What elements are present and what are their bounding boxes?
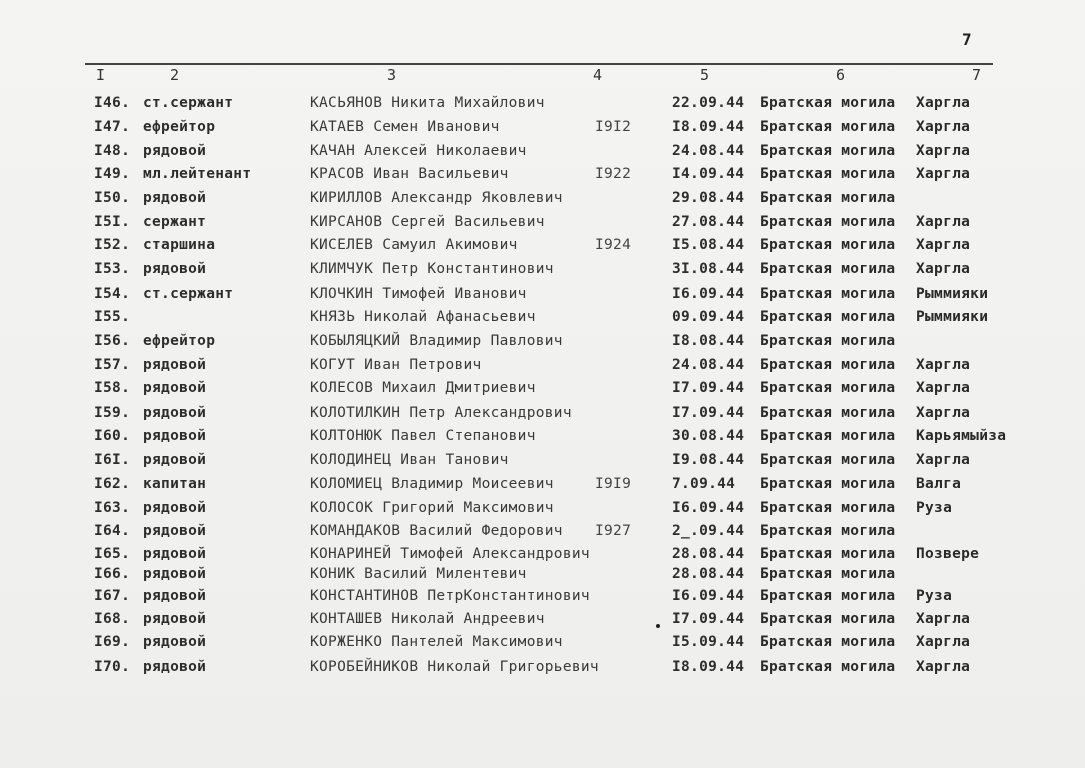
row-burial: Братская могила (760, 119, 896, 135)
row-number: I52. (94, 237, 131, 253)
column-header-6: 6 (836, 66, 846, 84)
row-burial: Братская могила (760, 523, 896, 539)
row-birth-year: I922 (595, 166, 632, 182)
table-row (0, 546, 1085, 568)
row-number: I49. (94, 166, 131, 182)
row-date: I6.09.44 (672, 286, 745, 302)
row-rank: старшина (143, 237, 216, 253)
row-date: I9.08.44 (672, 452, 745, 468)
table-row (0, 214, 1085, 236)
table-row (0, 588, 1085, 610)
row-number: I60. (94, 428, 131, 444)
row-date: I6.09.44 (672, 588, 745, 604)
row-burial: Братская могила (760, 166, 896, 182)
row-rank: рядовой (143, 611, 207, 627)
row-burial: Братская могила (760, 214, 896, 230)
row-burial: Братская могила (760, 261, 896, 277)
row-number: I46. (94, 95, 131, 111)
row-number: I5I. (94, 214, 131, 230)
row-rank: рядовой (143, 452, 207, 468)
row-birth-year: I927 (595, 523, 632, 539)
header-rule (85, 63, 993, 65)
row-burial: Братская могила (760, 500, 896, 516)
row-rank: сержант (143, 214, 207, 230)
row-date: I6.09.44 (672, 500, 745, 516)
row-rank: рядовой (143, 380, 207, 396)
table-row (0, 143, 1085, 165)
row-number: I67. (94, 588, 131, 604)
column-header-3: 3 (387, 66, 397, 84)
table-row (0, 634, 1085, 656)
row-name: КОНИК Василий Милентевич (310, 566, 527, 582)
row-birth-year: I9I9 (595, 476, 632, 492)
row-date: 7.09.44 (672, 476, 736, 492)
row-date: I7.09.44 (672, 380, 745, 396)
column-header-4: 4 (593, 66, 603, 84)
table-row (0, 261, 1085, 283)
row-burial: Братская могила (760, 237, 896, 253)
row-name: КОНАРИНЕЙ Тимофей Александрович (310, 546, 590, 562)
row-name: КРАСОВ Иван Васильевич (310, 166, 509, 182)
row-burial: Братская могила (760, 143, 896, 159)
row-rank: рядовой (143, 500, 207, 516)
row-date: I8.08.44 (672, 333, 745, 349)
row-rank: рядовой (143, 190, 207, 206)
row-name: КОЛТОНЮК Павел Степанович (310, 428, 536, 444)
row-place: Рузa (916, 500, 953, 516)
row-number: I6I. (94, 452, 131, 468)
row-number: I48. (94, 143, 131, 159)
row-date: I5.09.44 (672, 634, 745, 650)
row-date: 24.08.44 (672, 357, 745, 373)
row-date: 27.08.44 (672, 214, 745, 230)
row-rank: рядовой (143, 659, 207, 675)
row-rank: рядовой (143, 143, 207, 159)
row-name: КИРСАНОВ Сергей Васильевич (310, 214, 545, 230)
page-number: 7 (962, 30, 972, 49)
column-header-7: 7 (972, 66, 982, 84)
row-rank: рядовой (143, 428, 207, 444)
table-row (0, 357, 1085, 379)
row-date: 28.08.44 (672, 566, 745, 582)
table-row (0, 286, 1085, 308)
row-number: I56. (94, 333, 131, 349)
row-rank: ефрейтор (143, 333, 216, 349)
row-rank: рядовой (143, 566, 207, 582)
row-rank: рядовой (143, 523, 207, 539)
row-place: Харгла (916, 611, 971, 627)
table-row (0, 659, 1085, 681)
table-row (0, 476, 1085, 498)
row-number: I68. (94, 611, 131, 627)
row-burial: Братская могила (760, 95, 896, 111)
row-burial: Братская могила (760, 476, 896, 492)
row-date: I5.08.44 (672, 237, 745, 253)
table-row (0, 119, 1085, 141)
row-burial: Братская могила (760, 611, 896, 627)
row-rank: рядовой (143, 405, 207, 421)
row-burial: Братская могила (760, 190, 896, 206)
row-number: I70. (94, 659, 131, 675)
row-place: Харгла (916, 405, 971, 421)
row-rank: ефрейтор (143, 119, 216, 135)
row-date: 30.08.44 (672, 428, 745, 444)
row-burial: Братская могила (760, 546, 896, 562)
row-date: 24.08.44 (672, 143, 745, 159)
ink-speck (656, 624, 660, 628)
row-burial: Братская могила (760, 452, 896, 468)
row-burial: Братская могила (760, 357, 896, 373)
row-burial: Братская могила (760, 634, 896, 650)
column-header-1: I (96, 66, 106, 84)
row-name: КОРОБЕЙНИКОВ Николай Григорьевич (310, 659, 599, 675)
table-row (0, 166, 1085, 188)
table-row (0, 500, 1085, 522)
row-number: I62. (94, 476, 131, 492)
row-name: КОНСТАНТИНОВ ПетрКонстантинович (310, 588, 590, 604)
row-number: I65. (94, 546, 131, 562)
row-name: КИРИЛЛОВ Александр Яковлевич (310, 190, 563, 206)
row-name: КОЛОСОК Григорий Максимович (310, 500, 554, 516)
row-name: КОНТАШЕВ Николай Андреевич (310, 611, 545, 627)
row-place: Харгла (916, 634, 971, 650)
row-name: КНЯЗЬ Николай Афанасьевич (310, 309, 536, 325)
row-birth-year: I9I2 (595, 119, 632, 135)
column-header-5: 5 (700, 66, 710, 84)
table-row (0, 566, 1085, 588)
row-burial: Братская могила (760, 380, 896, 396)
row-rank: мл.лейтенант (143, 166, 252, 182)
row-place: Карьямыйза (916, 428, 1007, 444)
row-number: I53. (94, 261, 131, 277)
row-number: I63. (94, 500, 131, 516)
row-date: 09.09.44 (672, 309, 745, 325)
table-row (0, 523, 1085, 545)
row-place: Рузa (916, 588, 953, 604)
row-rank: ст.сержант (143, 286, 234, 302)
row-burial: Братская могила (760, 405, 896, 421)
row-name: КАСЬЯНОВ Никита Михайлович (310, 95, 545, 111)
table-row (0, 237, 1085, 259)
row-place: Харгла (916, 119, 971, 135)
row-place: Харгла (916, 214, 971, 230)
row-burial: Братская могила (760, 333, 896, 349)
row-number: I58. (94, 380, 131, 396)
row-number: I66. (94, 566, 131, 582)
row-place: Харгла (916, 166, 971, 182)
row-number: I57. (94, 357, 131, 373)
row-burial: Братская могила (760, 588, 896, 604)
row-name: КОЛОМИЕЦ Владимир Моисеевич (310, 476, 554, 492)
row-name: КЛОЧКИН Тимофей Иванович (310, 286, 527, 302)
row-name: КОГУТ Иван Петрович (310, 357, 482, 373)
row-place: Харгла (916, 237, 971, 253)
table-row (0, 333, 1085, 355)
row-rank: рядовой (143, 546, 207, 562)
row-number: I69. (94, 634, 131, 650)
row-date: 2_.09.44 (672, 523, 745, 539)
row-place: Харгла (916, 143, 971, 159)
row-name: КЛИМЧУК Петр Константинович (310, 261, 554, 277)
row-name: КОМАНДАКОВ Василий Федорович (310, 523, 563, 539)
row-number: I47. (94, 119, 131, 135)
row-place: Харгла (916, 261, 971, 277)
table-row (0, 452, 1085, 474)
table-row (0, 190, 1085, 212)
row-date: 28.08.44 (672, 546, 745, 562)
row-burial: Братская могила (760, 286, 896, 302)
row-burial: Братская могила (760, 428, 896, 444)
row-place: Харгла (916, 380, 971, 396)
row-name: КИСЕЛЕВ Самуил Акимович (310, 237, 518, 253)
row-rank: рядовой (143, 588, 207, 604)
row-name: КОЛОДИНЕЦ Иван Танович (310, 452, 509, 468)
row-number: I64. (94, 523, 131, 539)
row-name: КОЛОТИЛКИН Петр Александрович (310, 405, 572, 421)
row-date: I8.09.44 (672, 119, 745, 135)
row-number: I55. (94, 309, 131, 325)
table-row (0, 405, 1085, 427)
table-row (0, 309, 1085, 331)
row-rank: ст.сержант (143, 95, 234, 111)
row-name: КОЛЕСОВ Михаил Дмитриевич (310, 380, 536, 396)
row-date: I4.09.44 (672, 166, 745, 182)
table-row (0, 380, 1085, 402)
column-header-2: 2 (170, 66, 180, 84)
row-date: 22.09.44 (672, 95, 745, 111)
row-number: I50. (94, 190, 131, 206)
row-place: Позвере (916, 546, 980, 562)
row-burial: Братская могила (760, 309, 896, 325)
row-place: Харгла (916, 357, 971, 373)
row-birth-year: I924 (595, 237, 632, 253)
row-rank: рядовой (143, 357, 207, 373)
row-rank: капитан (143, 476, 207, 492)
row-name: КАТАЕВ Семен Иванович (310, 119, 500, 135)
row-place: Харгла (916, 659, 971, 675)
row-number: I54. (94, 286, 131, 302)
row-name: КОБЫЛЯЦКИЙ Владимир Павлович (310, 333, 563, 349)
row-place: Рыммияки (916, 309, 989, 325)
row-date: 29.08.44 (672, 190, 745, 206)
row-date: I7.09.44 (672, 611, 745, 627)
row-rank: рядовой (143, 634, 207, 650)
row-date: I7.09.44 (672, 405, 745, 421)
row-place: Харгла (916, 452, 971, 468)
row-place: Валга (916, 476, 962, 492)
row-name: КАЧАН Алексей Николаевич (310, 143, 527, 159)
table-row (0, 95, 1085, 117)
row-place: Харгла (916, 95, 971, 111)
row-number: I59. (94, 405, 131, 421)
row-name: КОРЖЕНКО Пантелей Максимович (310, 634, 563, 650)
row-date: 3I.08.44 (672, 261, 745, 277)
row-rank: рядовой (143, 261, 207, 277)
table-row (0, 611, 1085, 633)
table-row (0, 428, 1085, 450)
row-date: I8.09.44 (672, 659, 745, 675)
row-burial: Братская могила (760, 566, 896, 582)
row-burial: Братская могила (760, 659, 896, 675)
row-place: Рыммияки (916, 286, 989, 302)
column-header-row (0, 66, 1085, 86)
